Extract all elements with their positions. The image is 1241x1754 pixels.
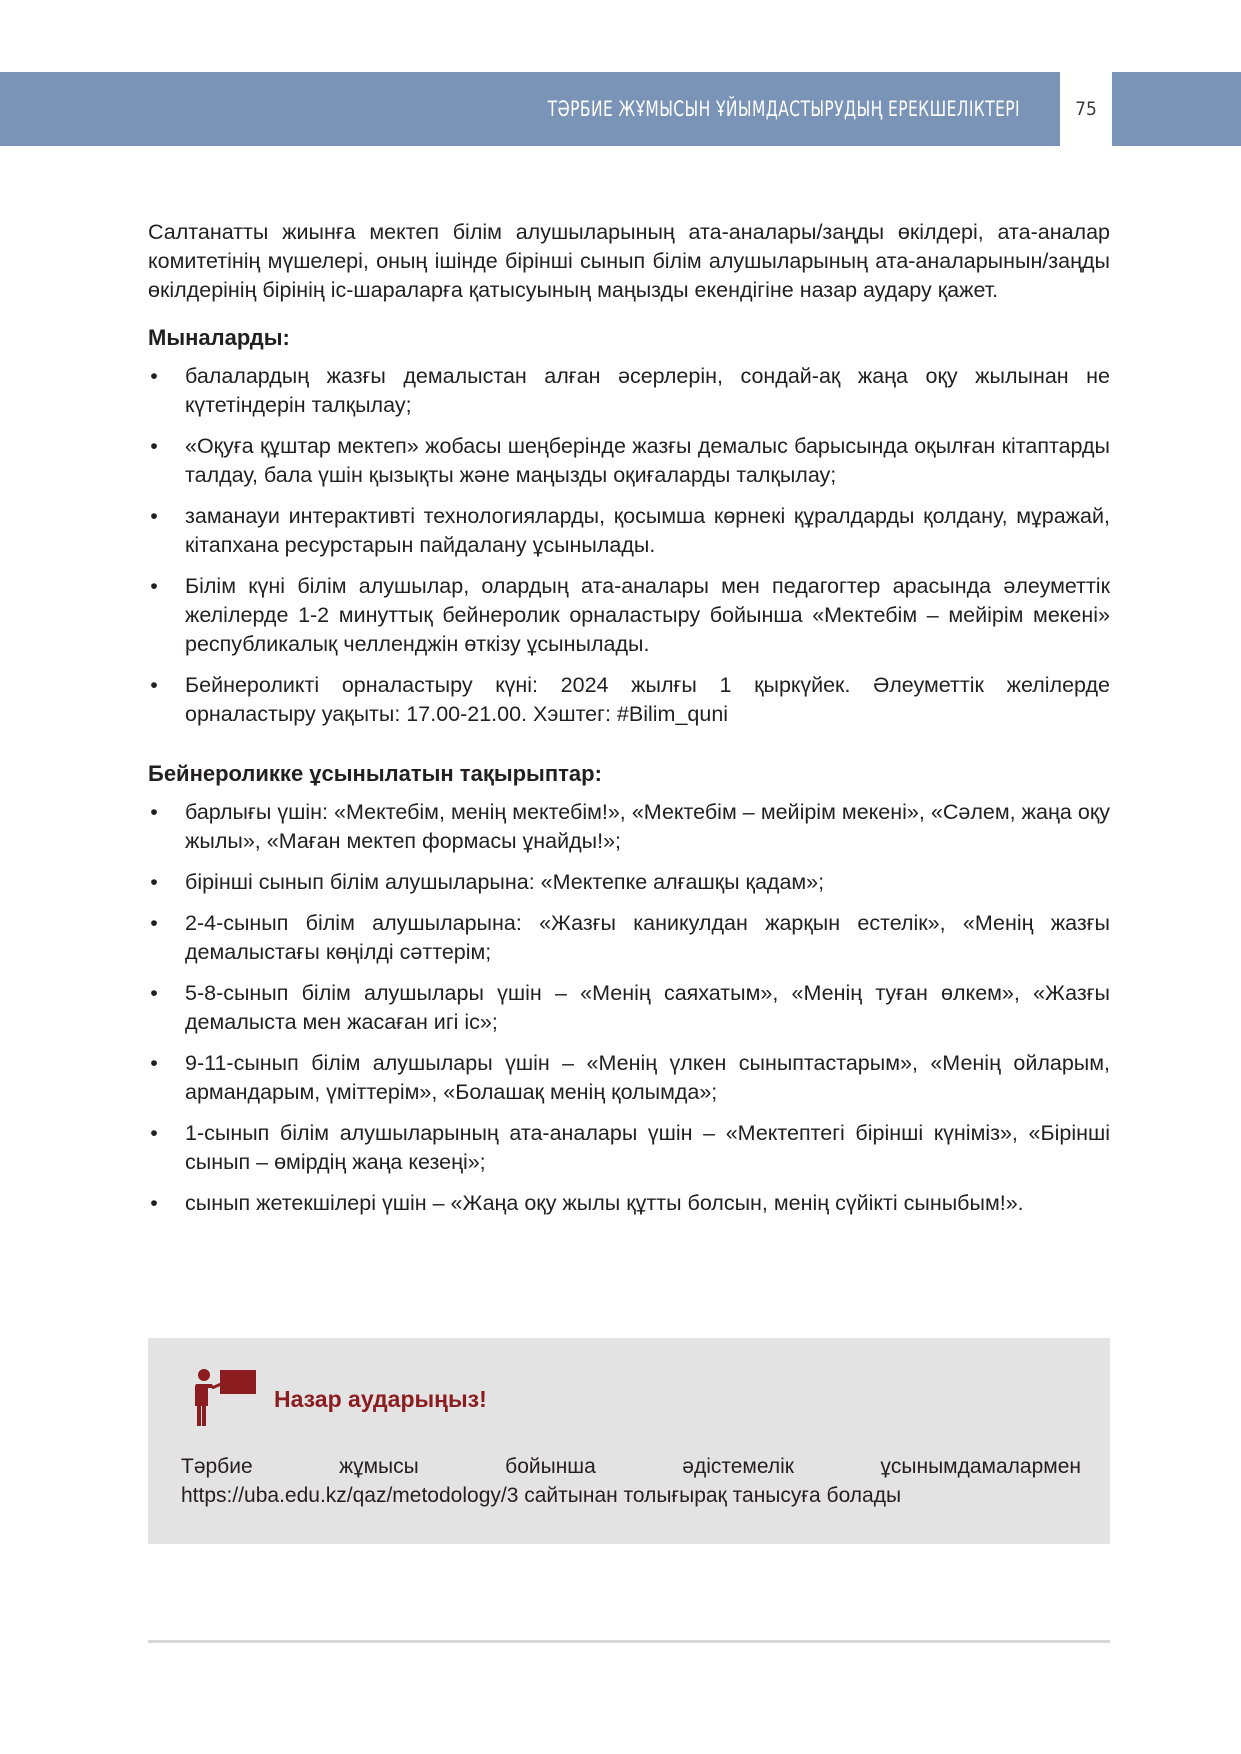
bullet-icon: • <box>150 574 158 598</box>
list-item <box>148 909 1110 967</box>
list-item-text: «Оқуға құштар мектеп» жобасы шеңберінде жазғы демалыс барысында оқылған кітаптарды талдау, бала үшін қызықты және маңызды оқиғаларды талқылау; <box>185 434 1110 487</box>
header-band-right <box>1112 72 1241 146</box>
header-band <box>0 72 1060 146</box>
section-heading-2: Бейнероликке ұсынылатын тақырыптар: <box>148 761 602 786</box>
list-item <box>148 671 1110 729</box>
list-item <box>148 979 1110 1037</box>
notice-text: Тәрбие жұмысы бойынша әдістемелік ұсынымдамалармен https://uba.edu.kz/qaz/metodology/3 сайтынан толығырақ танысуға болады <box>181 1455 1081 1507</box>
bullet-list-2 <box>148 798 1110 1218</box>
list-item-text: балалардың жазғы демалыстан алған әсерлерін, сондай-ақ жаңа оқу жылынан не күтетіндерін талқылау; <box>185 364 1110 417</box>
list-item <box>148 798 1110 856</box>
list-item-text: Білім күні білім алушылар, олардың ата-аналары мен педагогтер арасында әлеуметтік желілерде 1-2 минуттық бейнеролик орналастыру бойынша «Мектебім – мейірім мекені» республикалық челленджін өткізу ұсынылады. <box>185 574 1110 656</box>
list-item <box>148 362 1110 420</box>
list-item-text: барлығы үшін: «Мектебім, менің мектебім!», «Мектебім – мейірім мекені», «Сәлем, жаңа оқу жылы», «Маған мектеп формасы ұнайды!»; <box>185 800 1110 853</box>
list-item-text: бірінші сынып білім алушыларына: «Мектепке алғашқы қадам»; <box>185 870 825 894</box>
notice-box <box>148 1338 1110 1544</box>
bullet-icon: • <box>150 1191 158 1215</box>
list-item <box>148 432 1110 490</box>
bullet-icon: • <box>150 504 158 528</box>
list-item-text: заманауи интерактивті технологияларды, қосымша көрнекі құралдарды қолдану, мұражай, кітапхана ресурстарын пайдалану ұсынылады. <box>185 504 1110 557</box>
main-content <box>148 218 1110 1230</box>
teacher-at-board-icon <box>194 1368 258 1428</box>
bullet-list-1 <box>148 362 1110 729</box>
list-item-text: 1-сынып білім алушыларының ата-аналары үшін – «Мектептегі бірінші күніміз», «Бірінші сынып – өмірдің жаңа кезеңі»; <box>185 1121 1110 1174</box>
list-item-text: Бейнероликті орналастыру күні: 2024 жылғы 1 қыркүйек. Әлеуметтік желілерде орналастыру уақыты: 17.00-21.00. Хэштег: #Bilim_quni <box>185 673 1110 726</box>
bullet-icon: • <box>150 434 158 458</box>
section-heading-1: Мыналарды: <box>148 325 290 350</box>
footer-divider <box>148 1640 1110 1643</box>
bullet-icon: • <box>150 911 158 935</box>
bullet-icon: • <box>150 800 158 824</box>
bullet-icon: • <box>150 673 158 697</box>
list-item <box>148 868 1110 897</box>
list-item <box>148 1189 1110 1218</box>
bullet-icon: • <box>150 981 158 1005</box>
bullet-icon: • <box>150 870 158 894</box>
running-header-title: ТӘРБИЕ ЖҰМЫСЫН ҰЙЫМДАСТЫРУДЫҢ ЕРЕКШЕЛІКТЕРІ <box>547 97 1020 121</box>
list-item <box>148 1119 1110 1177</box>
bullet-icon: • <box>150 1051 158 1075</box>
list-item-text: 2-4-сынып білім алушыларына: «Жазғы каникулдан жарқын естелік», «Менің жазғы демалыстағы көңілді сәттерім; <box>185 911 1110 964</box>
intro-paragraph: Салтанатты жиынға мектеп білім алушыларының ата-аналары/заңды өкілдері, ата-аналар комитетінің мүшелері, оның ішінде бірінші сынып білім алушыларының ата-аналарынын/заңды өкілдерінің бірінің іс-шараларға қатысуының маңызды екендігіне назар аудару қажет. <box>148 220 1110 302</box>
list-item <box>148 502 1110 560</box>
list-item <box>148 1049 1110 1107</box>
page-number: 75 <box>1075 98 1097 120</box>
bullet-icon: • <box>150 1121 158 1145</box>
list-item-text: 9-11-сынып білім алушылары үшін – «Менің үлкен сыныптастарым», «Менің ойларым, армандарым, үміттерім», «Болашақ менің қолымда»; <box>185 1051 1110 1104</box>
list-item-text: 5-8-сынып білім алушылары үшін – «Менің саяхатым», «Менің туған өлкем», «Жазғы демалыста мен жасаған игі іс»; <box>185 981 1110 1034</box>
list-item <box>148 572 1110 659</box>
list-item-text: сынып жетекшілері үшін – «Жаңа оқу жылы құтты болсын, менің сүйікті сыныбым!». <box>185 1191 1024 1215</box>
notice-title: Назар аударыңыз! <box>274 1386 487 1412</box>
bullet-icon: • <box>150 364 158 388</box>
